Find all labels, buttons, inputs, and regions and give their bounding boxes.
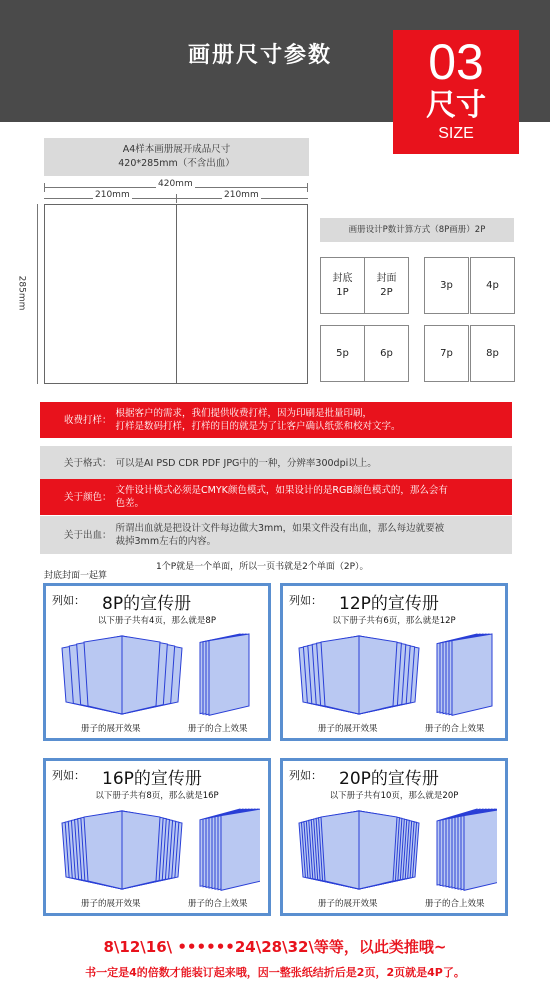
badge-number: 03 bbox=[428, 34, 484, 90]
info-bar-format bbox=[40, 446, 512, 480]
single-page-note: 1个P就是一个单面，所以一页书就是2个单面（2P）。 bbox=[156, 562, 369, 572]
right-width-label: 210mm bbox=[224, 190, 259, 200]
info-bar-color bbox=[40, 479, 512, 515]
page-cell-front-cover: 封面 2P bbox=[364, 257, 409, 314]
closed-caption: 册子的合上效果 bbox=[188, 899, 248, 909]
booklet-closed-page bbox=[452, 634, 492, 715]
info-label: 关于格式： bbox=[64, 457, 112, 469]
badge-english-label: SIZE bbox=[438, 125, 474, 142]
example-card-16p bbox=[43, 758, 271, 916]
info-bar-bleed bbox=[40, 516, 512, 554]
info-text: 所谓出血就是把设计文件每边做大3mm，如果文件没有出血，那么每边就要被 裁掉3mm左右的内容。 bbox=[115, 523, 445, 547]
open-caption: 册子的展开效果 bbox=[318, 724, 378, 734]
page-cell-6: 6p bbox=[364, 325, 409, 382]
height-label: 285mm bbox=[16, 275, 27, 311]
dim-tick bbox=[44, 183, 45, 192]
total-width-label: 420mm bbox=[158, 179, 193, 189]
left-width-label: 210mm bbox=[95, 190, 130, 200]
open-caption: 册子的展开效果 bbox=[81, 899, 141, 909]
example-description: 以下册子共有6页，那么就是12P bbox=[332, 616, 456, 626]
info-label: 关于出血： bbox=[64, 529, 112, 541]
page-cell-7: 7p bbox=[424, 325, 469, 382]
pagination-caption: 画册设计P数计算方式（8P画册）2P bbox=[320, 218, 514, 242]
example-card-12p bbox=[280, 583, 508, 741]
example-lead: 列如： bbox=[289, 769, 322, 782]
example-description: 以下册子共有8页，那么就是16P bbox=[95, 791, 219, 801]
booklet-right-page bbox=[122, 811, 160, 889]
booklet-right-page bbox=[359, 636, 397, 714]
page-cell-5: 5p bbox=[320, 325, 365, 382]
footer-sequence-note: 8\12\16\ ••••••24\28\32\等等，以此类推哦~ bbox=[103, 938, 447, 956]
size-caption-line1: A4样本画册展开成品尺寸 bbox=[122, 144, 231, 155]
example-lead: 列如： bbox=[52, 769, 85, 782]
info-bar-proofing bbox=[40, 402, 512, 438]
closed-caption: 册子的合上效果 bbox=[188, 724, 248, 734]
page-title: 画册尺寸参数 bbox=[187, 43, 332, 68]
height-line bbox=[37, 204, 38, 384]
example-title: 20P的宣传册 bbox=[339, 769, 439, 789]
dim-tick bbox=[307, 183, 308, 192]
dim-tick bbox=[176, 194, 177, 203]
example-title: 16P的宣传册 bbox=[102, 769, 202, 789]
example-description: 以下册子共有4页，那么就是8P bbox=[98, 616, 216, 626]
info-text: 文件设计模式必须是CMYK颜色模式，如果设计的是RGB颜色模式的，那么会有 色差。 bbox=[115, 485, 448, 509]
page-cell-3: 3p bbox=[424, 257, 469, 314]
booklet-closed-page bbox=[209, 634, 249, 715]
info-label: 收费打样： bbox=[64, 414, 112, 426]
booklet-right-page bbox=[359, 811, 397, 889]
example-title: 8P的宣传册 bbox=[102, 594, 192, 614]
booklet-left-page bbox=[84, 811, 122, 889]
booklet-illustration bbox=[297, 628, 497, 720]
size-caption-line2: 420*285mm（不含出血） bbox=[118, 158, 235, 169]
booklet-left-page bbox=[84, 636, 122, 714]
booklet-left-page bbox=[321, 636, 359, 714]
example-card-20p bbox=[280, 758, 508, 916]
example-lead: 列如： bbox=[289, 594, 322, 607]
section-badge bbox=[393, 30, 519, 154]
footer-multiple-of-four-note: 书一定是4的倍数才能装订起来哦，因一整张纸结折后是2页，2页就是4P了。 bbox=[85, 966, 465, 979]
booklet-right-page bbox=[122, 636, 160, 714]
info-text: 可以是AI PSD CDR PDF JPG中的一种，分辨率300dpi以上。 bbox=[115, 457, 377, 469]
closed-caption: 册子的合上效果 bbox=[425, 724, 485, 734]
info-label: 关于颜色： bbox=[64, 491, 112, 503]
page-cell-back-cover: 封底 1P bbox=[320, 257, 365, 314]
booklet-illustration bbox=[60, 803, 260, 895]
size-caption bbox=[44, 138, 309, 176]
example-card-8p bbox=[43, 583, 271, 741]
booklet-left-page bbox=[321, 811, 359, 889]
booklet-closed-page bbox=[464, 809, 497, 890]
page-cell-4: 4p bbox=[470, 257, 515, 314]
booklet-closed-page bbox=[221, 809, 260, 890]
booklet-illustration bbox=[60, 628, 260, 720]
open-caption: 册子的展开效果 bbox=[318, 899, 378, 909]
cover-note: 封底封面一起算 bbox=[44, 571, 108, 581]
example-title: 12P的宣传册 bbox=[339, 594, 439, 614]
example-description: 以下册子共有10页，那么就是20P bbox=[329, 791, 459, 801]
page-cell-8: 8p bbox=[470, 325, 515, 382]
info-text: 根据客户的需求，我们提供收费打样，因为印刷是批量印刷， 打样是数码打样，打样的目的就是为了让客户确认纸张和校对文字。 bbox=[115, 408, 401, 432]
sheet-fold-line bbox=[176, 204, 177, 384]
open-caption: 册子的展开效果 bbox=[81, 724, 141, 734]
example-lead: 列如： bbox=[52, 594, 85, 607]
badge-chinese-label: 尺寸 bbox=[426, 88, 486, 123]
booklet-illustration bbox=[297, 803, 497, 895]
closed-caption: 册子的合上效果 bbox=[425, 899, 485, 909]
